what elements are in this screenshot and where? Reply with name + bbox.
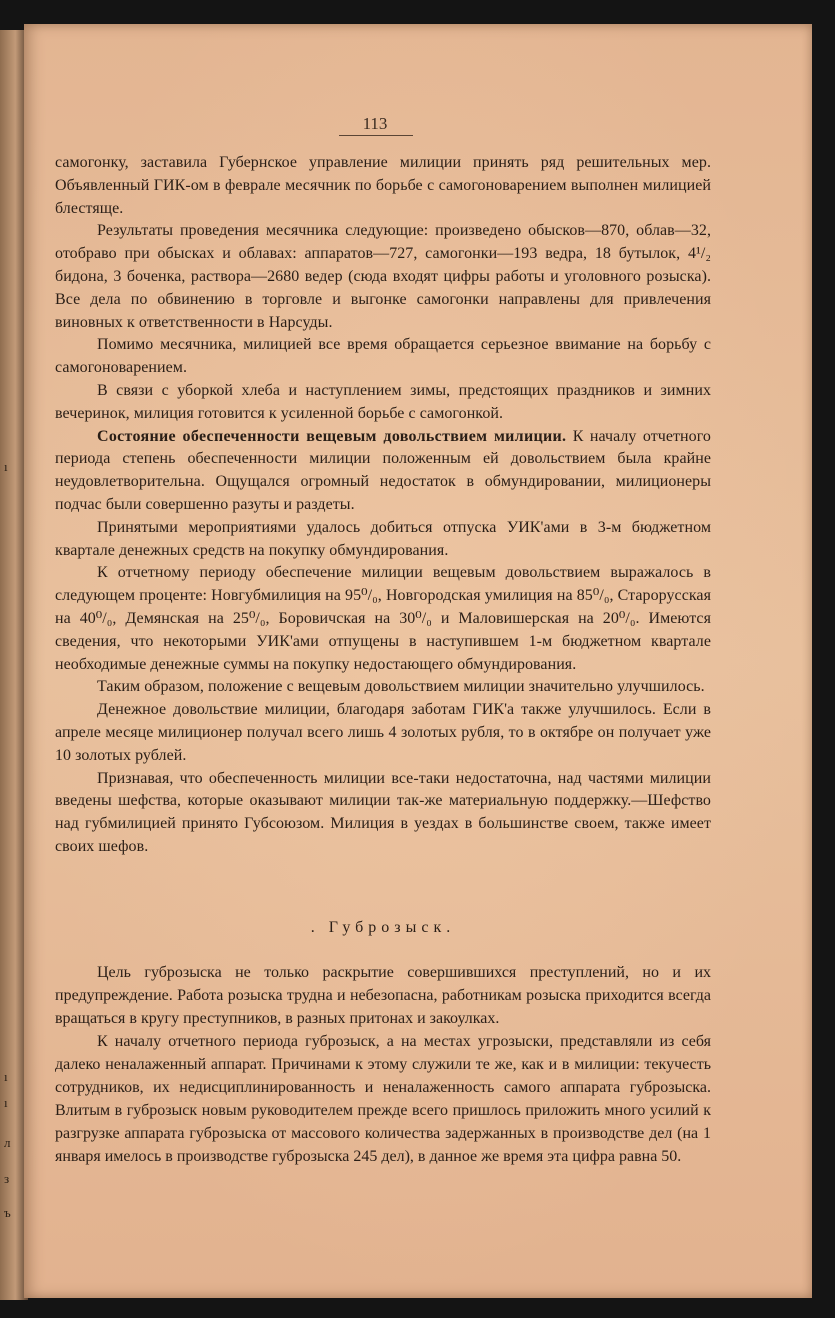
paragraph-body: К началу отчетного периода степень обеспеченности милиции положенным ей довольствием была крайне неудовлетворительна. Ощущался огромный недостаток в обмундировании, милиционеры подчас были совершенно разуты и раздеты.: [55, 427, 711, 513]
paragraph: Цель губрозыска не только раскрытие совершившихся преступлений, но и их предупреждение. Работа розыска трудна и небезопасна, работникам розыска приходится всегда вращаться в кругу преступников, в разных притонах и закоулках.: [55, 964, 711, 1027]
paragraph: самогонку, заставила Губернское управление милиции принять ряд решительных мер. Объявленный ГИК-ом в феврале месячник по борьбе с самогоноварением выполнен милицией блестяще.: [55, 154, 711, 217]
margin-mark: ъ: [4, 1205, 11, 1220]
paragraph: К началу отчетного периода губрозыск, а на местах угрозыски, представляли из себя далеко неналаженный аппарат. Причинами к этому служили те же, как и в милиции: текучесть сотрудников, их недисциплинированность и неналаженность самого аппарата губрозыска. Влитым в губрозыск новым руководителем прежде всего пришлось приложить много усилий к разгрузке аппарата губрозыска от массового количества задержанных в производстве дел (на 1 января имелось в производстве губрозыска 245 дел), в данное же время эта цифра равна 50.: [55, 1033, 711, 1165]
section-text: [55, 961, 711, 1168]
paragraph: Денежное довольствие милиции, благодаря заботам ГИК'а также улучшилось. Если в апреле месяце милиционер получал всего лишь 4 золотых рубля, то в октябре он получает уже 10 золотых рублей.: [55, 701, 711, 764]
paragraph: Принятыми мероприятиями удалось добиться отпуска УИК'ами в 3-м бюджетном квартале денежных средств на покупку обмундирования.: [55, 518, 711, 559]
paragraph: [55, 426, 711, 517]
paragraph: Результаты проведения месячника следующие: произведено обысков—870, облав—32, отобраво при обысках и облавах: аппаратов—727, самогонки—193 ведра, 18 бутылок, 4¹/₂ бидона, 3 боченка, раствора—2680 ведер (сюда входят цифры работы и уголовного розыска). Все дела по обвинению в торговле и выгонке самогонки направлены для привлечения виновных к ответственности в Нарсуды.: [55, 222, 711, 331]
paragraph: К отчетному периоду обеспечение милиции вещевым довольствием выражалось в следующем проценте: Новгубмилиция на 95⁰/₀, Новгородская умилиция на 85⁰/₀, Старорусская на 40⁰/₀, Демянская на 25⁰/₀, Боровичская на 30⁰/₀ и Маловишерская на 20⁰/₀. Имеются сведения, что некоторыми УИК'ами отпущены в наступившем 1-м бюджетном квартале необходимые денежные суммы на покупку недостающего обмундирования.: [55, 564, 711, 673]
paragraph-bold-lead: Состояние обеспеченности вещевым довольствием милиции.: [97, 427, 567, 445]
paragraph: Помимо месячника, милицией все время обращается серьезное ввимание на борьбу с самогоноварением.: [55, 336, 711, 377]
margin-mark: ı: [4, 1069, 8, 1084]
paragraph: Признавая, что обеспеченность милиции все-таки недостаточна, над частями милиции введены шефства, которые оказывают милиции так-же материальную поддержку.—Шефство над губмилицией принято Губсоюзом. Милиция в уездах в большинстве своем, также имеет своих шефов.: [55, 769, 711, 855]
margin-mark: з: [4, 1171, 10, 1186]
main-text: [55, 152, 711, 859]
adjacent-page-marks: [4, 460, 24, 1220]
page-number-rule: [339, 135, 413, 136]
margin-mark: л: [4, 1135, 11, 1150]
section-heading: . Губрозыск.: [310, 919, 456, 936]
margin-mark: ı: [4, 459, 8, 474]
margin-mark: ı: [4, 1095, 8, 1110]
page-number: 113: [362, 114, 388, 133]
paragraph: Таким образом, положение с вещевым довольствием милиции значительно улучшилось.: [97, 678, 705, 696]
paragraph: В связи с уборкой хлеба и наступлением зимы, предстоящих праздников и зимних вечеринок, милиция готовится к усиленной борьбе с самогонкой.: [55, 381, 711, 422]
